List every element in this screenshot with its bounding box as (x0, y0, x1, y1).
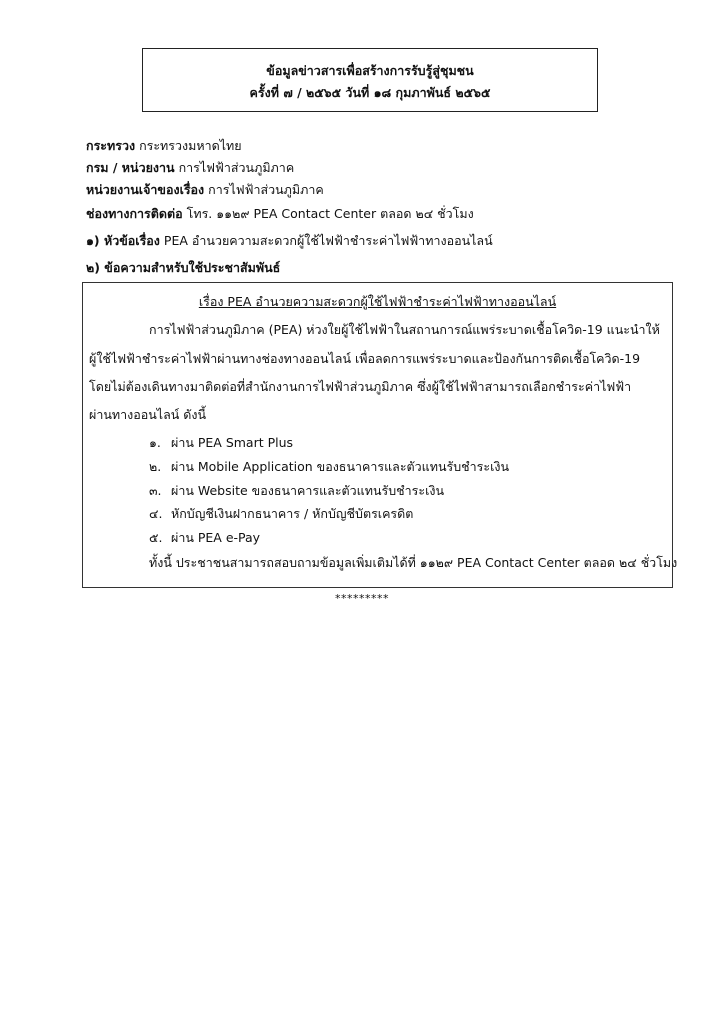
department-label: กรม / หน่วยงาน (86, 160, 175, 175)
end-of-document-mark: ********* (335, 592, 389, 605)
ministry-value: กระทรวงมหาดไทย (139, 138, 242, 153)
paragraph-line-4: ผ่านทางออนไลน์ ดังนี้ (89, 407, 207, 422)
meta-department (86, 158, 294, 178)
contact-label: ช่องทางการติดต่อ (86, 206, 183, 221)
topic-label: ๑) หัวข้อเรื่อง (86, 233, 160, 248)
paragraph-line-3: โดยไม่ต้องเดินทางมาติดต่อที่สำนักงานการไฟฟ้าส่วนภูมิภาค ซึ่งผู้ใช้ไฟฟ้าสามารถเลือกชำระค่าไฟฟ้า (89, 379, 632, 394)
list-number: ๔. (149, 506, 163, 521)
list-text: ผ่าน PEA Smart Plus (171, 435, 294, 450)
list-text: ผ่าน Mobile Application ของธนาคารและตัวแทนรับชำระเงิน (171, 459, 510, 474)
list-number: ๑. (149, 435, 161, 450)
list-number: ๒. (149, 459, 162, 474)
meta-contact (86, 204, 474, 224)
list-text: ผ่าน Website ของธนาคารและตัวแทนรับชำระเงิน (171, 483, 445, 498)
pr-content-box (82, 282, 678, 588)
list-item (149, 457, 509, 477)
list-number: ๓. (149, 483, 162, 498)
list-text: ผ่าน PEA e-Pay (171, 530, 261, 545)
topic-value: PEA อำนวยความสะดวกผู้ใช้ไฟฟ้าชำระค่าไฟฟ้าทางออนไลน์ (163, 233, 493, 248)
owner-value: การไฟฟ้าส่วนภูมิภาค (208, 182, 324, 197)
content-footer-note: ทั้งนี้ ประชาชนสามารถสอบถามข้อมูลเพิ่มเติมได้ที่ ๑๑๒๙ PEA Contact Center ตลอด ๒๔ ชั่วโมง (149, 555, 678, 570)
list-item (149, 481, 444, 501)
header-issue-date: ครั้งที่ ๗ / ๒๕๖๕ วันที่ ๑๘ กุมภาพันธ์ ๒๕๖๕ (249, 85, 491, 100)
contact-value: โทร. ๑๑๒๙ PEA Contact Center ตลอด ๒๔ ชั่วโมง (186, 206, 474, 221)
paragraph-line-2: ผู้ใช้ไฟฟ้าชำระค่าไฟฟ้าผ่านทางช่องทางออนไลน์ เพื่อลดการแพร่ระบาดและป้องกันการติดเชื้อโควิด-19 (89, 351, 641, 366)
list-item (149, 528, 260, 548)
pr-label: ๒) ข้อความสำหรับใช้ประชาสัมพันธ์ (86, 260, 281, 275)
list-item (149, 504, 413, 524)
content-title: เรื่อง PEA อำนวยความสะดวกผู้ใช้ไฟฟ้าชำระค่าไฟฟ้าทางออนไลน์ (198, 294, 557, 309)
list-text: หักบัญชีเงินฝากธนาคาร / หักบัญชีบัตรเครดิต (171, 506, 414, 521)
header-title: ข้อมูลข่าวสารเพื่อสร้างการรับรู้สู่ชุมชน (266, 63, 474, 78)
department-value: การไฟฟ้าส่วนภูมิภาค (178, 160, 295, 175)
ministry-label: กระทรวง (86, 138, 136, 153)
paragraph-line-1: การไฟฟ้าส่วนภูมิภาค (PEA) ห่วงใยผู้ใช้ไฟฟ้าในสถานการณ์แพร่ระบาดเชื้อโควิด-19 แนะนำให้ (149, 322, 660, 337)
document-header-box (142, 48, 598, 112)
list-number: ๕. (149, 530, 163, 545)
meta-topic (86, 231, 493, 251)
meta-owner (86, 180, 324, 200)
meta-ministry (86, 136, 242, 156)
owner-label: หน่วยงานเจ้าของเรื่อง (86, 182, 205, 197)
meta-pr (86, 258, 280, 278)
list-item (149, 433, 293, 453)
